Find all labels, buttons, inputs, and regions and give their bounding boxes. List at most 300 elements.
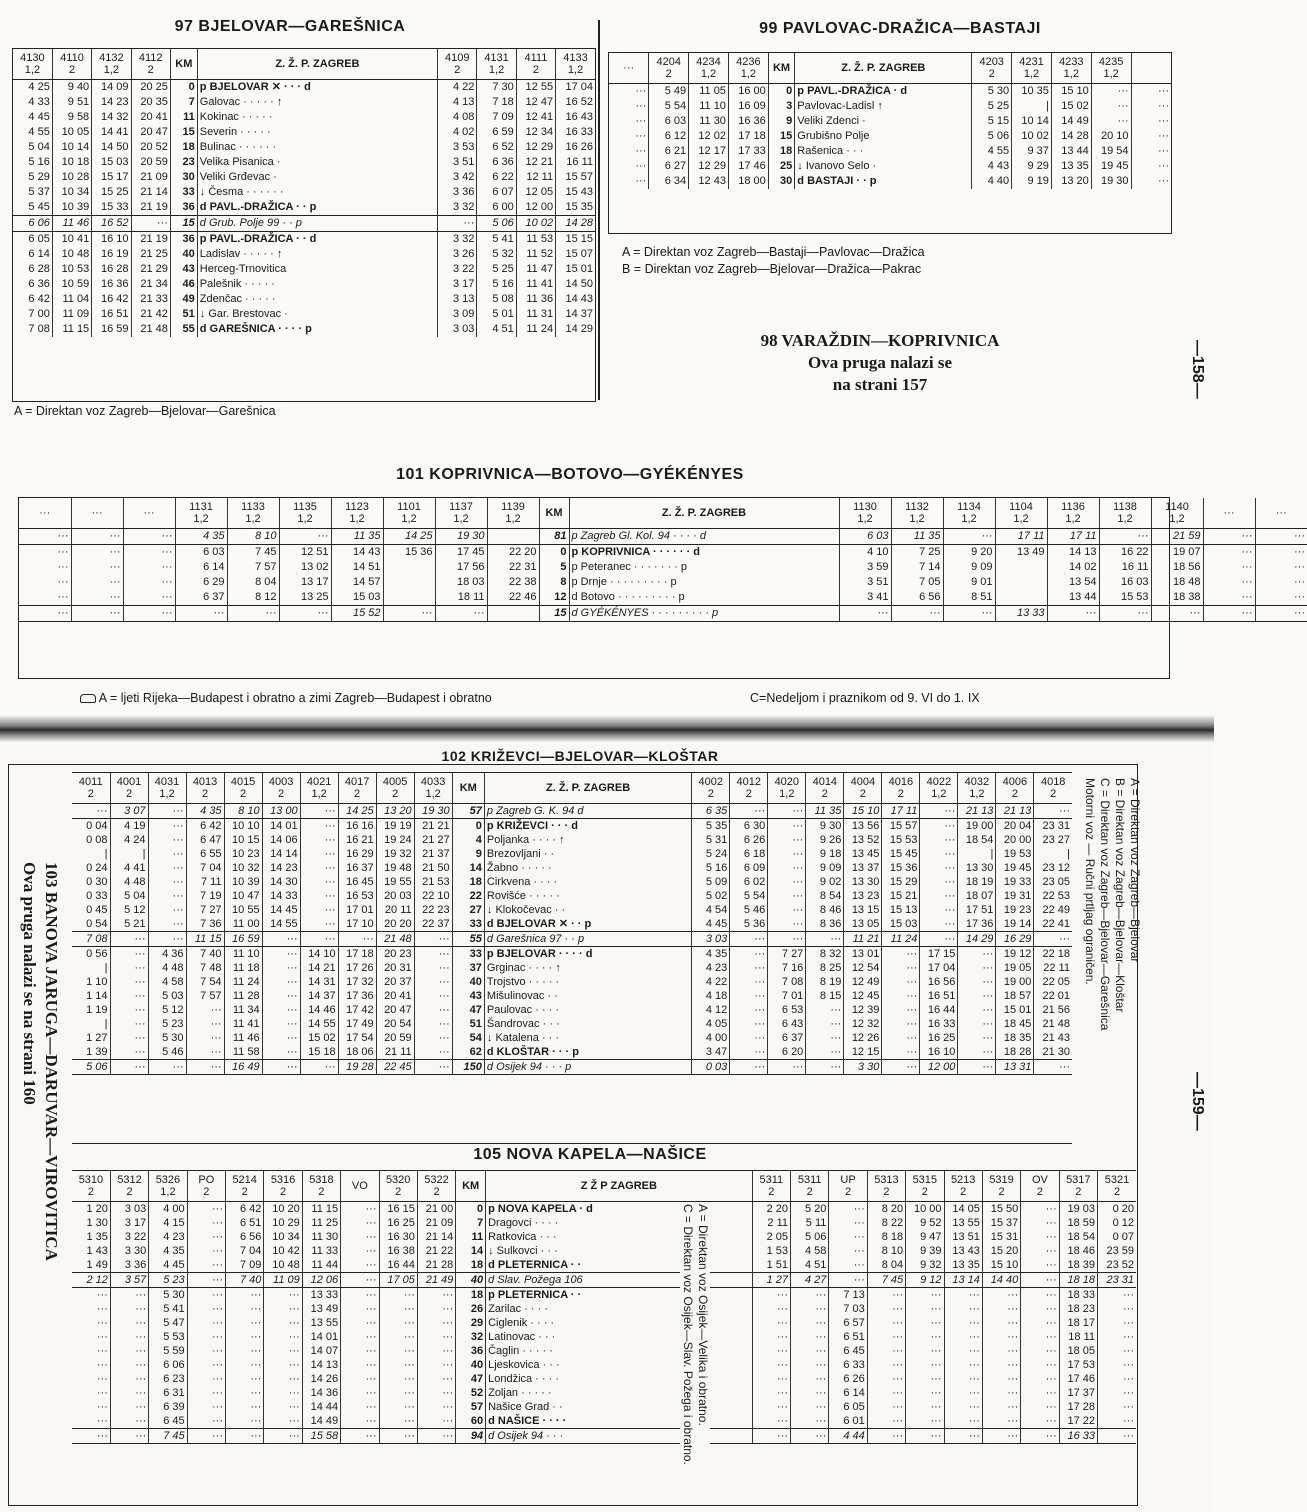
train-class: 2	[883, 1186, 890, 1198]
time-cell: ···	[1034, 1060, 1072, 1075]
time-cell: 12 41	[516, 110, 555, 125]
time-cell: 10 02	[516, 216, 555, 232]
time-cell: 13 30	[844, 875, 882, 889]
train-number-cell	[1151, 498, 1203, 529]
time-cell: ···	[1098, 1372, 1137, 1386]
time-cell: 5 04	[110, 889, 148, 903]
station-cell: d NAŠICE · · · ·	[486, 1414, 753, 1429]
time-cell: ···	[920, 889, 958, 903]
time-cell: 15 53	[1099, 590, 1151, 606]
time-cell: ···	[730, 1017, 768, 1031]
train-number: 4112	[138, 52, 163, 64]
time-cell: ···	[379, 1344, 417, 1358]
time-cell: ···	[1021, 1386, 1059, 1400]
time-cell: 18 23	[1059, 1302, 1097, 1316]
time-cell: 10 39	[224, 875, 262, 889]
timetable-row	[72, 975, 1072, 989]
station-cell: d Osijek 94 · · ·	[486, 1429, 753, 1444]
time-cell: 0 54	[86, 917, 108, 930]
km-cell: 33	[170, 185, 197, 200]
time-cell: ···	[148, 833, 186, 847]
time-cell: 5 41	[477, 232, 516, 248]
station-cell: Našice Grad · ·	[486, 1400, 753, 1414]
time-cell: 16 22	[1099, 545, 1151, 561]
time-cell: 21 28	[417, 1258, 455, 1273]
time-cell: 6 55	[186, 847, 224, 861]
timetable-row	[13, 200, 595, 216]
timetable-row	[72, 1344, 1136, 1358]
time-cell: 14 09	[92, 80, 131, 96]
time-cell: 12 29	[689, 159, 729, 174]
time-cell: 11 28	[224, 989, 262, 1003]
time-cell: ···	[944, 1330, 982, 1344]
time-cell: ···	[635, 85, 647, 97]
time-cell: 6 06	[13, 216, 52, 232]
time-cell: ···	[920, 804, 958, 819]
time-cell: ···	[1131, 159, 1171, 174]
station-cell: ↓ Sulkovci · · ·	[486, 1244, 753, 1258]
train-number: 5311	[759, 1174, 784, 1186]
train-class: 2	[241, 1186, 248, 1198]
time-cell: 19 45	[1091, 159, 1131, 174]
page-158	[0, 0, 1305, 715]
time-cell: 20 03	[376, 889, 414, 903]
time-cell: 15 25	[92, 185, 131, 200]
time-cell: ···	[1131, 144, 1171, 159]
km-cell: 0	[768, 84, 795, 100]
time-cell: 18 46	[1059, 1244, 1097, 1258]
time-cell: 14 14	[262, 847, 300, 861]
timetable-row	[72, 1244, 1136, 1258]
station-cell: Grginac · · · · ↑	[484, 961, 691, 975]
time-cell: 4 25	[28, 81, 50, 93]
train-number-cell	[1047, 498, 1099, 529]
time-cell: ···	[1131, 114, 1171, 129]
time-cell: ···	[148, 875, 186, 889]
time-cell: ···	[1091, 99, 1131, 114]
time-cell: 14 05	[944, 1202, 982, 1217]
connection-row	[72, 1429, 1136, 1444]
time-cell: 6 03	[175, 545, 227, 561]
time-cell: 20 59	[376, 1031, 414, 1045]
time-cell: ···	[768, 847, 806, 861]
time-cell: ···	[867, 1344, 905, 1358]
time-cell: ···	[829, 1202, 867, 1217]
time-cell: 14 44	[302, 1400, 340, 1414]
time-cell: 2 11	[752, 1216, 790, 1230]
time-cell: ···	[752, 1372, 790, 1386]
time-cell: |	[104, 961, 108, 974]
station-cell: Brezovljani · ·	[484, 847, 691, 861]
time-cell: 7 45	[149, 1429, 187, 1444]
time-cell: ···	[341, 1429, 379, 1444]
timetable-row	[72, 1216, 1136, 1230]
time-cell: 1 10	[86, 975, 108, 988]
time-cell: ···	[110, 1372, 148, 1386]
time-cell: 19 24	[376, 833, 414, 847]
station-cell: Ratkovica · · ·	[486, 1230, 753, 1244]
time-cell: 17 11	[995, 529, 1047, 545]
train-number: PO	[198, 1174, 215, 1186]
time-cell: 3 36	[438, 185, 477, 200]
timetable-row	[13, 95, 595, 110]
time-cell: 2 05	[752, 1230, 790, 1244]
time-cell: 11 30	[689, 114, 729, 129]
time-cell: ···	[867, 1316, 905, 1330]
page-number-158: —158—	[1189, 340, 1206, 399]
time-cell: 11 00	[224, 917, 262, 932]
time-cell: 14 10	[300, 947, 338, 962]
time-cell: ···	[1091, 84, 1131, 100]
train-class: 2	[1113, 1186, 1121, 1198]
time-cell: ···	[944, 1344, 982, 1358]
time-cell: ···	[379, 1316, 417, 1330]
time-cell: ···	[882, 989, 920, 1003]
time-cell: 18 18	[1059, 1273, 1097, 1288]
time-cell: ···	[186, 1045, 224, 1060]
time-cell: 10 10	[224, 819, 262, 834]
time-cell: 17 45	[435, 545, 487, 561]
time-cell: 8 25	[806, 961, 844, 975]
time-cell: 19 19	[376, 819, 414, 834]
time-cell: 16 29	[338, 847, 376, 861]
time-cell: ···	[1098, 1316, 1137, 1330]
time-cell: ···	[96, 1288, 108, 1301]
time-cell: ···	[110, 1386, 148, 1400]
railway-header: Z. Ž. P. ZAGREB	[569, 498, 839, 529]
time-cell: 17 36	[338, 989, 376, 1003]
time-cell: ···	[341, 1372, 379, 1386]
train-number-cell	[331, 498, 383, 529]
time-cell: 10 28	[52, 170, 91, 185]
station-cell: d Botovo · · · · · · · · · p	[569, 590, 839, 606]
time-cell: ···	[110, 1302, 148, 1316]
train-number: 4017	[344, 776, 370, 788]
time-cell: 4 35	[175, 529, 227, 545]
train-number: 4233	[1059, 56, 1084, 68]
timetable-row	[609, 114, 1171, 129]
time-cell: 16 53	[338, 889, 376, 903]
time-cell: 9 58	[52, 110, 91, 125]
time-cell: ···	[19, 606, 71, 622]
time-cell: ···	[1021, 1288, 1059, 1303]
connection-row	[19, 606, 1307, 622]
time-cell: 22 37	[414, 917, 452, 932]
time-cell: 21 11	[376, 1045, 414, 1060]
train-number-cell	[338, 773, 376, 804]
station-cell: p PLETERNICA · ·	[486, 1288, 753, 1303]
time-cell: ···	[417, 1288, 455, 1303]
time-cell: 11 33	[302, 1244, 340, 1258]
station-cell: Latinovac · · ·	[486, 1330, 753, 1344]
timetable-row	[72, 1258, 1136, 1273]
train-class: 1,2	[349, 513, 365, 525]
time-cell: 10 15	[224, 833, 262, 847]
time-cell: ···	[1098, 1302, 1137, 1316]
time-cell: ···	[341, 1258, 379, 1273]
km-cell: 55	[452, 932, 484, 947]
time-cell: ···	[882, 947, 920, 962]
time-cell: ···	[187, 1429, 225, 1444]
time-cell	[383, 590, 435, 606]
time-cell: 18 39	[1059, 1258, 1097, 1273]
time-cell: ···	[730, 1003, 768, 1017]
time-cell: 21 48	[376, 932, 414, 947]
time-cell: 14 55	[300, 1017, 338, 1031]
time-cell: 18 45	[996, 1017, 1034, 1031]
km-cell: 40	[452, 975, 484, 989]
time-cell: 5 20	[791, 1202, 829, 1217]
table-99-note-b: B = Direktan voz Zagreb—Bjelovar—Dražica—Pakrac	[622, 262, 922, 276]
time-cell: 5 54	[730, 889, 768, 903]
train-class: 2	[532, 64, 539, 76]
time-cell: 7 40	[186, 947, 224, 962]
time-cell: ···	[148, 1060, 186, 1075]
time-cell: ···	[1098, 1358, 1137, 1372]
time-cell: ···	[906, 1358, 944, 1372]
train-number: 1139	[501, 501, 525, 513]
time-cell: 11 10	[689, 99, 729, 114]
station-cell: Poljanka · · · · ↑	[484, 833, 691, 847]
timetable-row	[13, 125, 595, 140]
time-cell: 11 44	[302, 1258, 340, 1273]
time-cell: 15 45	[882, 847, 920, 861]
time-cell: ···	[57, 576, 69, 588]
time-cell: ···	[300, 847, 338, 861]
train-number-cell	[186, 773, 224, 804]
time-cell: 13 33	[302, 1288, 340, 1303]
time-cell: ···	[96, 1386, 108, 1399]
time-cell: 4 08	[438, 110, 477, 125]
time-cell: ···	[226, 1372, 264, 1386]
time-cell: 16 25	[920, 1031, 958, 1045]
time-cell	[995, 590, 1047, 606]
time-cell: 4 51	[791, 1258, 829, 1273]
time-cell: 5 32	[477, 247, 516, 262]
km-cell: 15	[768, 129, 795, 144]
time-cell: ···	[920, 819, 958, 834]
time-cell: 21 00	[417, 1202, 455, 1217]
station-cell: Palešnik · · · · ·	[197, 277, 437, 292]
km-header: KM	[456, 1171, 486, 1202]
time-cell: ···	[1021, 1258, 1059, 1273]
time-cell: 18 35	[996, 1031, 1034, 1045]
train-class: 2	[897, 788, 904, 800]
time-cell: ···	[867, 1358, 905, 1372]
time-cell: ···	[1255, 560, 1307, 575]
time-cell: ···	[1021, 1316, 1059, 1330]
time-cell: 14 49	[302, 1414, 340, 1429]
table-101-note-c: C=Nedeljom i praznikom od 9. VI do 1. IX	[750, 691, 980, 705]
connection-row	[13, 216, 595, 232]
train-class: 2	[433, 1186, 440, 1198]
time-cell: ···	[300, 889, 338, 903]
train-number-cell	[376, 773, 414, 804]
train-number: 5322	[424, 1174, 449, 1186]
train-number: 4006	[1002, 776, 1028, 788]
time-cell: ···	[906, 1386, 944, 1400]
train-number: 5310	[78, 1174, 104, 1186]
time-cell: ···	[982, 1302, 1020, 1316]
time-cell: 15 18	[300, 1045, 338, 1060]
time-cell: 12 00	[920, 1060, 958, 1075]
time-cell: ···	[262, 932, 300, 947]
time-cell: ···	[264, 1429, 302, 1444]
time-cell: 5 15	[972, 114, 1012, 129]
time-cell: ···	[71, 560, 123, 575]
time-cell: 16 19	[92, 247, 131, 262]
time-cell: 5 24	[692, 847, 730, 861]
train-number-cell	[435, 498, 487, 529]
time-cell: 15 37	[982, 1216, 1020, 1230]
time-cell: 7 05	[891, 575, 943, 590]
time-cell: 20 04	[996, 819, 1034, 834]
time-cell: 20 47	[376, 1003, 414, 1017]
km-cell: 9	[768, 114, 795, 129]
km-cell: 37	[452, 961, 484, 975]
time-cell: ···	[730, 932, 768, 947]
time-cell: 12 02	[689, 129, 729, 144]
train-number: 1134	[957, 501, 981, 513]
time-cell: 20 47	[131, 125, 170, 140]
time-cell: 14 45	[262, 903, 300, 917]
time-cell: 14 57	[331, 575, 383, 590]
time-cell: 17 18	[728, 129, 768, 144]
time-cell: 5 16	[692, 861, 730, 875]
time-cell: 12 51	[279, 545, 331, 561]
time-cell: 21 34	[131, 277, 170, 292]
train-number-cell	[226, 1171, 264, 1202]
train-number-cell	[806, 773, 844, 804]
km-cell: 57	[452, 804, 484, 819]
time-cell: 19 05	[996, 961, 1034, 975]
time-cell: ···	[110, 961, 148, 975]
time-cell: 15 36	[882, 861, 920, 875]
time-cell: ···	[264, 1386, 302, 1400]
km-cell: 0	[456, 1202, 486, 1217]
time-cell: 5 02	[692, 889, 730, 903]
train-class: 1,2	[961, 513, 977, 525]
time-cell: ···	[768, 917, 806, 932]
time-cell: ···	[341, 1358, 379, 1372]
time-cell: 22 05	[1034, 975, 1072, 989]
time-cell: ···	[958, 1045, 996, 1060]
time-cell: 16 45	[338, 875, 376, 889]
time-cell: ···	[417, 1386, 455, 1400]
table-101	[18, 497, 1305, 679]
table-99-note-a: A = Direktan voz Zagreb—Bastaji—Pavlovac—Dražica	[622, 245, 925, 259]
time-cell: ···	[72, 804, 110, 819]
time-cell: 11 09	[52, 307, 91, 322]
time-cell: ···	[300, 932, 338, 947]
train-number-cell	[689, 53, 729, 84]
time-cell: 19 54	[1091, 144, 1131, 159]
km-cell: 15	[539, 606, 569, 622]
time-cell: 7 19	[186, 889, 224, 903]
time-cell: ···	[1021, 1230, 1059, 1244]
time-cell: 5 46	[730, 903, 768, 917]
time-cell: ···	[1203, 590, 1255, 606]
time-cell: 18 11	[1059, 1330, 1097, 1344]
time-cell: 9 47	[906, 1230, 944, 1244]
km-cell: 3	[768, 99, 795, 114]
time-cell: 8 10	[867, 1244, 905, 1258]
time-cell: ···	[96, 1414, 108, 1427]
time-cell: 6 36	[28, 278, 50, 290]
train-number-cell	[791, 1171, 829, 1202]
time-cell: 20 25	[131, 80, 170, 96]
train-class: 1,2	[1065, 513, 1081, 525]
time-cell: ···	[226, 1429, 264, 1444]
time-cell: ···	[341, 1216, 379, 1230]
time-cell: 6 29	[175, 575, 227, 590]
time-cell: 18 28	[996, 1045, 1034, 1060]
time-cell: ···	[341, 1202, 379, 1217]
km-cell: 12	[539, 590, 569, 606]
time-cell: 7 01	[768, 989, 806, 1003]
train-class: 2	[147, 64, 154, 76]
timetable-row	[13, 155, 595, 170]
time-cell: 5 23	[149, 1273, 187, 1288]
time-cell: 11 34	[224, 1003, 262, 1017]
train-class: 2	[126, 1186, 133, 1198]
time-cell: ···	[730, 961, 768, 975]
time-cell: 11 31	[516, 307, 555, 322]
train-number: 5214	[232, 1174, 257, 1186]
time-cell: ···	[187, 1273, 225, 1288]
time-cell: 14 43	[331, 545, 383, 561]
time-cell: 13 15	[844, 903, 882, 917]
time-cell: 3 57	[110, 1273, 148, 1288]
time-cell: 12 47	[516, 95, 555, 110]
train-number: 4109	[444, 52, 470, 64]
time-cell: 10 14	[1012, 114, 1052, 129]
station-cell: p Zagreb G. K. 94 d	[484, 804, 691, 819]
time-cell: ···	[943, 529, 995, 545]
train-number-cell	[839, 498, 891, 529]
time-cell: ···	[791, 1414, 829, 1429]
time-cell: 16 21	[338, 833, 376, 847]
time-cell: 14 55	[262, 917, 300, 932]
train-number-cell	[72, 773, 110, 804]
time-cell: 4 23	[149, 1230, 187, 1244]
time-cell: ···	[226, 1358, 264, 1372]
time-cell: 22 38	[487, 575, 539, 590]
time-cell: 0 08	[86, 833, 108, 846]
time-cell: |	[110, 847, 148, 861]
time-cell: ···	[891, 606, 943, 622]
time-cell: 16 10	[920, 1045, 958, 1060]
timetable-row	[72, 1330, 1136, 1344]
time-cell: 11 58	[224, 1045, 262, 1060]
time-cell: 3 17	[438, 277, 477, 292]
time-cell: 4 40	[972, 174, 1012, 189]
time-cell: 18 07	[958, 889, 996, 903]
time-cell: 9 40	[52, 80, 91, 96]
train-number-cell	[110, 773, 148, 804]
km-cell: 11	[170, 110, 197, 125]
time-cell: 5 06	[477, 216, 516, 232]
time-cell: ···	[264, 1302, 302, 1316]
time-cell: 15 43	[556, 185, 595, 200]
time-cell: 5 30	[972, 84, 1012, 100]
station-cell: d BJELOVAR ✕ · · p	[484, 917, 691, 932]
time-cell: 22 01	[1034, 989, 1072, 1003]
train-class: 2	[395, 1186, 402, 1198]
time-cell: ···	[839, 606, 891, 622]
time-cell: ···	[186, 1003, 224, 1017]
time-cell: 18 11	[435, 590, 487, 606]
